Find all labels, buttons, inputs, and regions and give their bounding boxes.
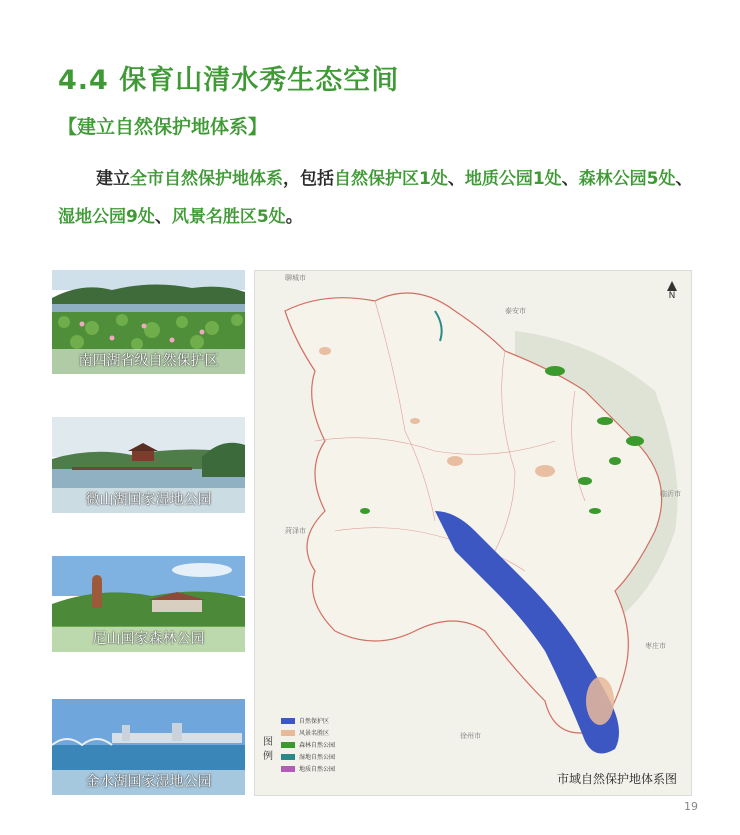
legend-swatch <box>281 766 295 772</box>
legend-label: 地质自然公园 <box>299 766 336 773</box>
legend-swatch <box>281 730 295 736</box>
section-subtitle: 【建立自然保护地体系】 <box>58 116 268 138</box>
map-caption: 市域自然保护地体系图 <box>556 772 677 786</box>
page-number: 19 <box>684 800 698 813</box>
highlight-text: 湿地公园9处 <box>58 207 155 227</box>
legend-label: 风景名胜区 <box>299 730 330 737</box>
text-run: 。 <box>285 207 303 227</box>
text-run: ，包括 <box>283 169 334 189</box>
legend-swatch <box>281 742 295 748</box>
legend-item <box>281 752 335 761</box>
legend-item <box>281 728 329 737</box>
photo-nishan-forest <box>52 556 245 652</box>
legend-label: 自然保护区 <box>299 718 330 725</box>
highlight-text: 森林公园5处 <box>578 169 676 189</box>
place-label: 临沂市 <box>660 490 681 498</box>
photo-caption: 金水湖国家湿地公园 <box>52 770 245 795</box>
place-label: 菏泽市 <box>285 527 306 535</box>
photo-caption: 南四湖省级自然保护区 <box>52 349 245 374</box>
legend-item <box>281 764 335 773</box>
legend-item <box>281 740 335 749</box>
place-label: 泰安市 <box>505 307 526 315</box>
photo-weishan-lake <box>52 417 245 513</box>
photo-caption: 微山湖国家湿地公园 <box>52 488 245 513</box>
north-arrow-icon <box>667 281 677 301</box>
text-run: 、 <box>154 207 172 227</box>
text-run: 、 <box>561 169 579 189</box>
legend-swatch <box>281 754 295 760</box>
place-label: 徐州市 <box>460 732 481 740</box>
legend-swatch <box>281 718 295 724</box>
place-label: 枣庄市 <box>645 642 666 650</box>
text-run: 建立 <box>96 169 130 189</box>
legend-item <box>281 716 329 725</box>
map-legend <box>263 716 363 792</box>
photo-nansi-lake <box>52 270 245 374</box>
legend-title: 图例 <box>263 737 273 762</box>
highlight-text: 地质公园1处 <box>464 169 562 189</box>
highlight-text: 自然保护区1处 <box>334 169 448 189</box>
photo-caption: 尼山国家森林公园 <box>52 627 245 652</box>
highlight-text: 全市自然保护地体系 <box>130 169 283 189</box>
protected-area-map <box>254 270 692 796</box>
body-paragraph <box>58 160 698 236</box>
text-run: 、 <box>447 169 465 189</box>
legend-label: 森林自然公园 <box>299 742 336 749</box>
highlight-text: 风景名胜区5处 <box>171 207 286 227</box>
text-run: 、 <box>675 169 693 189</box>
page-title: 4.4 保育山清水秀生态空间 <box>58 65 400 96</box>
place-label: 聊城市 <box>285 274 306 282</box>
photo-jinshui-lake <box>52 699 245 795</box>
north-label: N <box>668 291 676 301</box>
legend-label: 湿地自然公园 <box>299 754 336 761</box>
